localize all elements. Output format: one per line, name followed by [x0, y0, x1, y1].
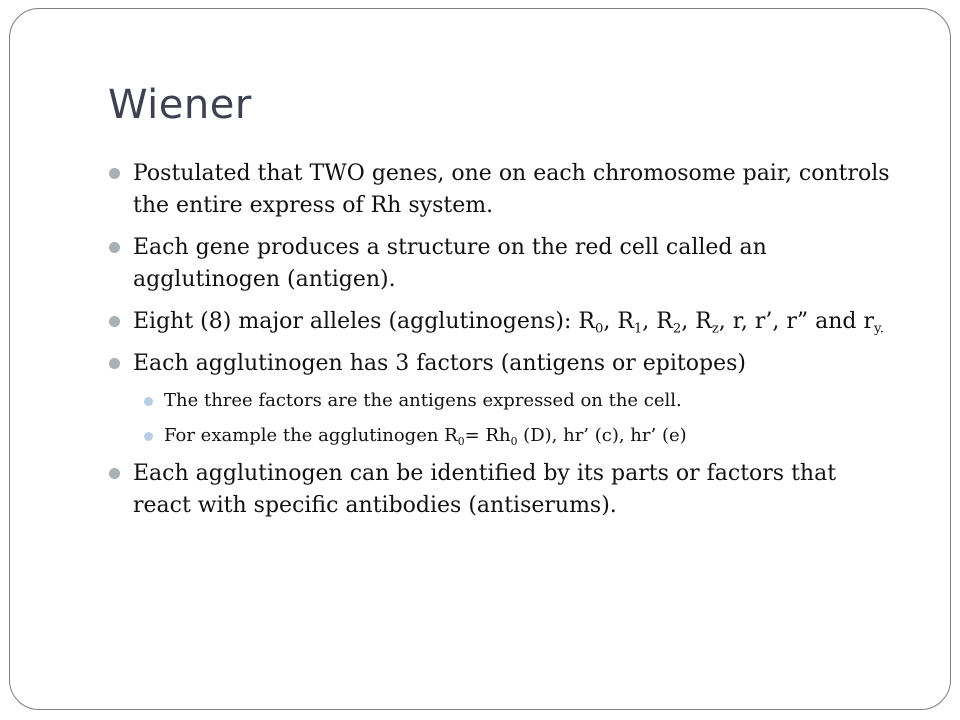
sub-bullet-item-example	[108, 423, 898, 449]
bullet-dot-icon	[109, 358, 120, 369]
bullet-item	[108, 458, 898, 522]
allele-base: R	[656, 309, 673, 334]
allele-base: R	[695, 309, 712, 334]
equals-sign: =	[464, 425, 486, 446]
allele-base: R	[617, 309, 634, 334]
bullet-dot-icon	[109, 168, 120, 179]
sub-bullet-dot-icon	[144, 397, 153, 406]
bullet-dot-icon	[109, 316, 120, 327]
antigen-base: Rh	[485, 425, 511, 446]
bullet-item-alleles: Eight (8) major alleles (agglutinogens): $R_0$, $R_1$, $R_2$, $R_z$, r, r’, r” and $r_{y.}$	[108, 306, 898, 338]
bullet-text: Eight (8) major alleles (agglutinogens):	[133, 309, 579, 334]
slide-title: Wiener	[108, 82, 252, 128]
allele-subscript: 1	[633, 321, 643, 337]
sub-bullet-text: (D), hr’ (c), hr’ (e)	[517, 425, 687, 446]
sub-bullet-item	[108, 388, 898, 414]
agglutinogen-subscript: 0	[457, 434, 465, 448]
slide-content	[108, 158, 898, 532]
allele-subscript: 0	[594, 321, 604, 337]
bullet-item	[108, 348, 898, 380]
bullet-text: Each agglutinogen has 3 factors (antigens or epitopes)	[133, 351, 746, 376]
allele-subscript: 2	[672, 321, 682, 337]
antigen-subscript: 0	[510, 434, 518, 448]
bullet-text: Postulated that TWO genes, one on each chromosome pair, controls the entire express of Rh system.	[133, 161, 890, 218]
bullet-item	[108, 232, 898, 296]
bullet-dot-icon	[109, 242, 120, 253]
sub-bullet-text: For example the agglutinogen	[164, 425, 445, 446]
bullet-dot-icon	[109, 468, 120, 479]
allele-subscript: y.	[874, 321, 884, 337]
bullet-text: Each gene produces a structure on the red cell called an agglutinogen (antigen).	[133, 235, 767, 292]
bullet-text: Each agglutinogen can be identified by its parts or factors that react with specific antibodies (antiserums).	[133, 461, 837, 518]
bullet-text: r, r’, r” and	[732, 309, 864, 334]
allele-base: R	[578, 309, 595, 334]
sub-bullet-dot-icon	[144, 432, 153, 441]
allele-base: r	[863, 309, 875, 334]
sub-bullet-text: The three factors are the antigens expressed on the cell.	[164, 390, 682, 411]
allele-subscript: z	[711, 321, 719, 337]
agglutinogen-base: R	[444, 425, 458, 446]
bullet-item	[108, 158, 898, 222]
